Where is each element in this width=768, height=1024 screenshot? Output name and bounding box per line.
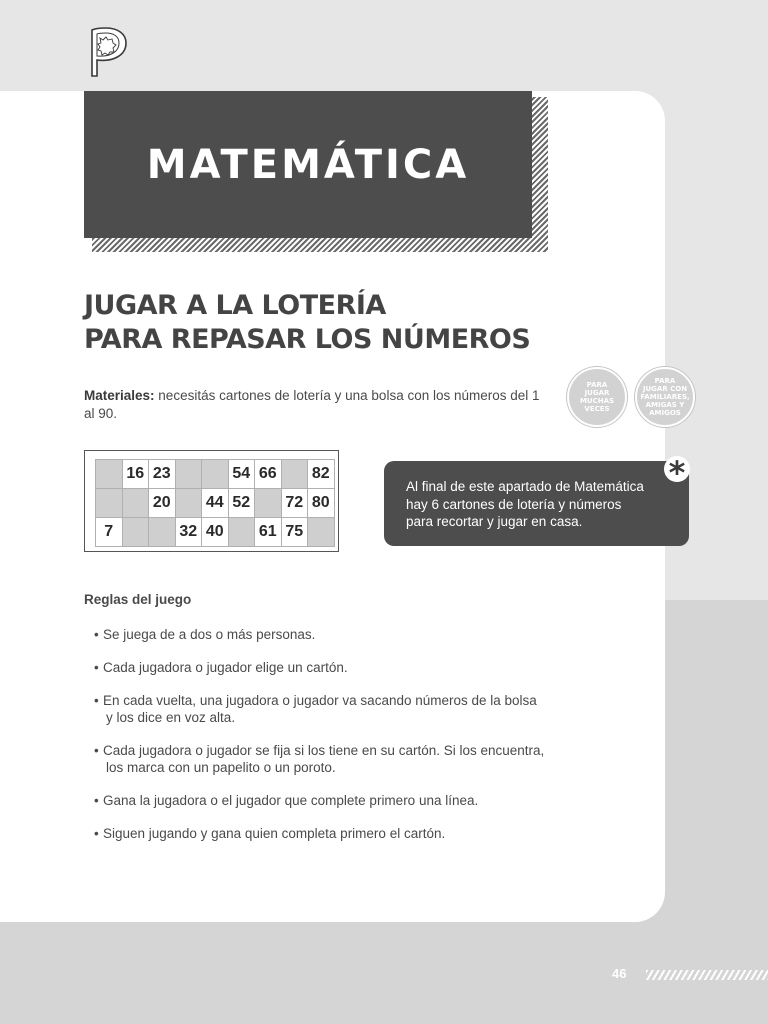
rule-item [94, 742, 564, 776]
bullet: • [94, 627, 99, 642]
note-line: hay 6 cartones de lotería y números [406, 496, 622, 512]
lottery-cell-empty [123, 489, 150, 518]
badge-2-line: JUGAR CON [642, 385, 688, 393]
page-number: 46 [612, 966, 627, 981]
lottery-cell-empty [282, 460, 309, 489]
lottery-cell-number: 75 [282, 518, 309, 547]
lottery-cell-empty [96, 460, 123, 489]
lottery-cell-number: 72 [282, 489, 309, 518]
badge-play-with-family-friends [635, 367, 695, 427]
rule-text-continued: los marca con un papelito o un poroto. [106, 760, 336, 775]
lottery-cell-empty [229, 518, 256, 547]
badge-2-line: AMIGOS [649, 409, 681, 417]
lottery-cell-number: 80 [308, 489, 335, 518]
badge-play-many-times [567, 367, 627, 427]
rule-text: Gana la jugadora o el jugador que complete primero una línea. [103, 793, 479, 808]
lottery-cell-number: 20 [149, 489, 176, 518]
rule-item [94, 626, 564, 643]
lottery-cell-number: 44 [202, 489, 229, 518]
badge-1-line: VECES [584, 405, 610, 413]
rule-item [94, 792, 564, 809]
lottery-cell-number: 66 [255, 460, 282, 489]
map-pin-logo-icon [86, 26, 130, 78]
lottery-cell-empty [123, 518, 150, 547]
footer-stripes [646, 970, 768, 980]
lottery-card-example [84, 450, 339, 552]
badge-1-line: JUGAR [584, 389, 610, 397]
rule-item [94, 659, 564, 676]
bullet: • [94, 660, 99, 675]
bullet: • [94, 793, 99, 808]
materials-paragraph [84, 387, 552, 423]
asterisk-icon: * [664, 456, 690, 482]
lottery-cell-number: 32 [176, 518, 203, 547]
activity-heading-line-1: JUGAR A LA LOTERÍA [84, 290, 386, 321]
lottery-cell-number: 40 [202, 518, 229, 547]
info-note [384, 461, 689, 546]
activity-heading-line-2: PARA REPASAR LOS NÚMEROS [84, 324, 531, 355]
lottery-cell-number: 16 [123, 460, 150, 489]
rule-text: Cada jugadora o jugador se fija si los tiene en su cartón. Si los encuentra, [103, 743, 545, 758]
rule-text-continued: y los dice en voz alta. [106, 710, 236, 725]
badge-2-line: FAMILIARES, [640, 393, 690, 401]
lottery-card-grid [95, 459, 335, 547]
section-title-banner [84, 91, 532, 238]
bullet: • [94, 826, 99, 841]
bullet: • [94, 743, 99, 758]
lottery-cell-number: 23 [149, 460, 176, 489]
rule-text: Cada jugadora o jugador elige un cartón. [103, 660, 348, 675]
lottery-cell-number: 52 [229, 489, 256, 518]
rule-text: Siguen jugando y gana quien completa primero el cartón. [103, 826, 446, 841]
lottery-cell-number: 7 [96, 518, 123, 547]
activity-heading [84, 289, 584, 357]
lottery-cell-number: 61 [255, 518, 282, 547]
note-line: Al final de este apartado de Matemática [406, 479, 644, 494]
lottery-cell-empty [308, 518, 335, 547]
lottery-cell-empty [176, 489, 203, 518]
rule-text: En cada vuelta, una jugadora o jugador va sacando números de la bolsa [103, 693, 537, 708]
rule-item [94, 692, 564, 726]
rules-title: Reglas del juego [84, 592, 192, 607]
lottery-cell-empty [96, 489, 123, 518]
lottery-cell-empty [149, 518, 176, 547]
lottery-cell-empty [176, 460, 203, 489]
badge-2-line: PARA [654, 377, 676, 385]
rule-item [94, 825, 564, 842]
rules-list [94, 626, 564, 858]
lottery-cell-empty [202, 460, 229, 489]
lottery-cell-number: 54 [229, 460, 256, 489]
materials-label: Materiales: [84, 388, 155, 403]
materials-text: necesitás cartones de lotería y una bolsa con los números del 1 al 90. [84, 388, 540, 421]
section-title: MATEMÁTICA [146, 141, 470, 188]
badge-2-line: AMIGAS Y [645, 401, 685, 409]
note-line: para recortar y jugar en casa. [406, 514, 583, 529]
bullet: • [94, 693, 99, 708]
lottery-cell-number: 82 [308, 460, 335, 489]
badge-1-line: PARA [586, 381, 608, 389]
rule-text: Se juega de a dos o más personas. [103, 627, 316, 642]
lottery-cell-empty [255, 489, 282, 518]
badge-1-line: MUCHAS [579, 397, 615, 405]
